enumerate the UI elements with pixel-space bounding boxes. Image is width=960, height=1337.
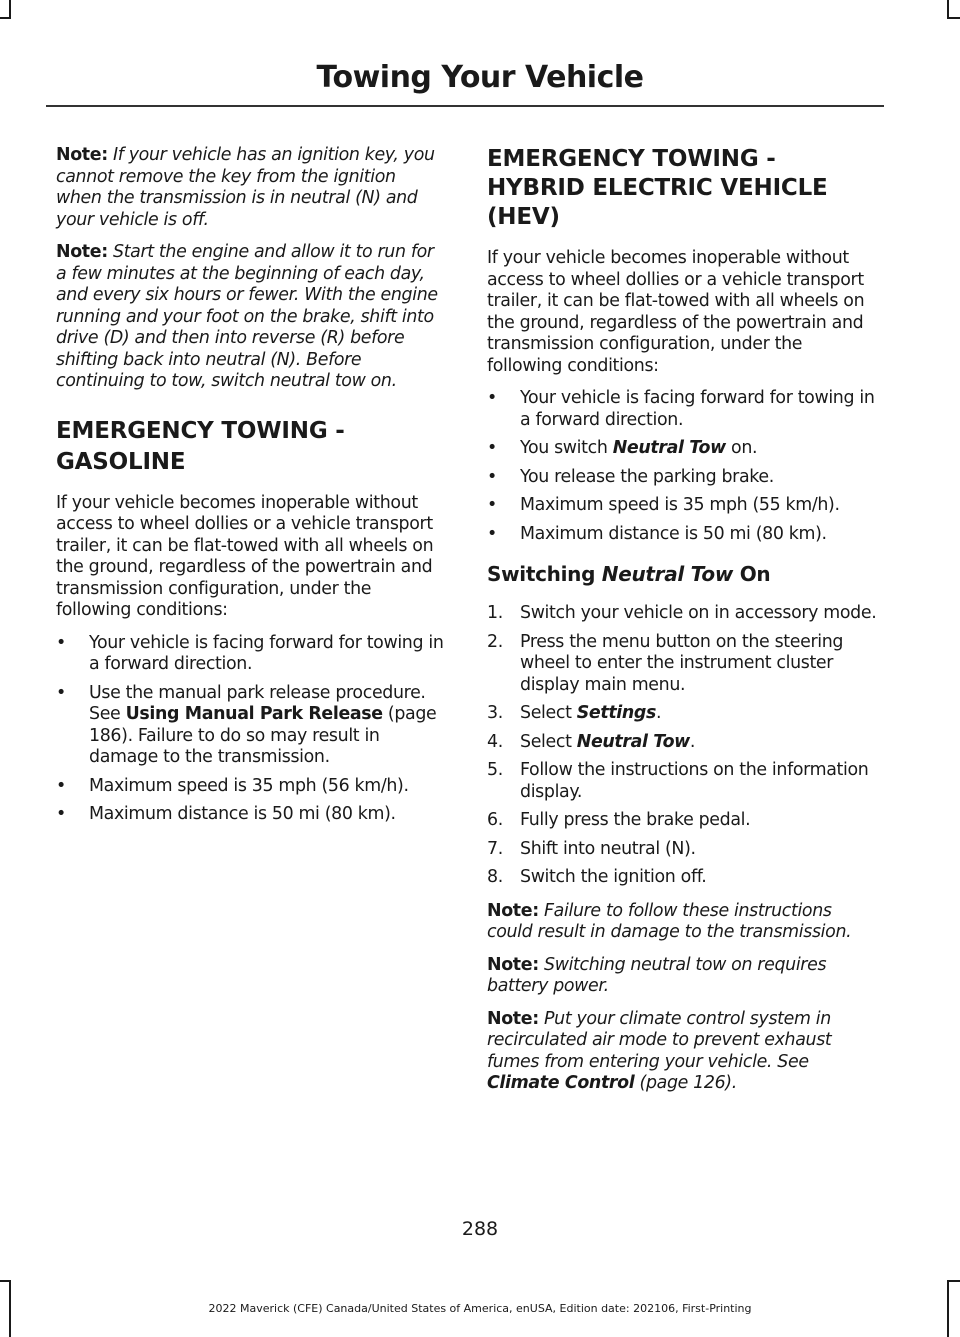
bullet: • [487,523,497,544]
bullet: • [487,466,497,487]
subsection-heading [487,561,880,587]
list-item [487,732,880,754]
note-text: Switching neutral tow on requires battery power. [487,954,827,996]
list-item [487,495,880,517]
list-item [56,804,446,826]
list-item [487,524,880,546]
numbered-list [487,603,880,889]
item-text: . [689,731,696,752]
step-number: 4. [487,731,503,752]
note-label: Note: [487,1008,539,1029]
bullet: • [487,495,497,515]
list-item [56,776,446,798]
note-label: Note: [487,900,539,921]
item-text: Fully press the brake pedal. [520,810,751,830]
heading-text: On [733,562,771,586]
crop-mark [9,0,11,18]
note [56,145,446,231]
page-title: Towing Your Vehicle [316,60,644,95]
list-item [487,388,880,431]
list-item [487,839,880,861]
bullet: • [487,438,497,458]
note-text: Start the engine and allow it to run for a few minutes at the beginning of each day, and every six hours or fewer. With the engine running and your foot on the brake, shift into drive (D) and then into reverse (R) before shifting back into neutral (N). Before continuing to tow, switch neutral tow on. [56,242,438,391]
section-heading [56,417,446,477]
note-label: Note: [487,954,539,975]
note-text: (page 126). [634,1073,737,1093]
emphasis: Neutral Tow [576,731,690,752]
item-text: You switch [520,438,613,458]
paragraph: If your vehicle becomes inoperable without access to wheel dollies or a vehicle transport trailer, it can be flat-towed with all wheels on the ground, regardless of the powertrain and transmission configuration, under the following conditions: [487,248,865,376]
note-label: Note: [56,145,108,165]
heading-line: EMERGENCY TOWING - [487,146,776,172]
footer-text: 2022 Maverick (CFE) Canada/United States of America, enUSA, Edition date: 202106, First-Printing [208,1302,752,1315]
bullet: • [487,388,497,408]
list-item [487,603,880,625]
list-item [487,810,880,832]
step-number: 8. [487,867,503,887]
step-number: 5. [487,760,503,780]
heading-text: Switching [487,562,602,586]
bullet: • [56,632,66,653]
cross-reference-link[interactable]: Climate Control [487,1073,635,1093]
list-item [487,467,880,489]
item-text: Switch your vehicle on in accessory mode. [520,603,877,623]
crop-mark [947,0,949,18]
step-number: 6. [487,810,503,830]
item-text: Use the manual park release procedure. See [89,682,426,724]
item-text: Follow the instructions on the information display. [520,760,869,802]
bullet: • [56,682,66,703]
step-number: 7. [487,838,503,859]
bullet: • [56,804,66,824]
bullet-list [56,633,446,826]
heading-line: EMERGENCY TOWING - [56,417,345,444]
item-text: Maximum distance is 50 mi (80 km). [89,804,396,824]
heading-line: (HEV) [487,204,560,230]
item-text: Your vehicle is facing forward for towing in a forward direction. [520,388,875,430]
note-text: Failure to follow these instructions could result in damage to the transmission. [487,900,852,942]
note-text: If your vehicle has an ignition key, you cannot remove the key from the ignition when the transmission is in neutral (N) and your vehicle is off. [56,145,435,230]
step-number: 3. [487,703,503,723]
heading-emphasis: Neutral Tow [601,562,734,586]
item-text: Your vehicle is facing forward for towing in a forward direction. [89,632,444,674]
note-text: Put your climate control system in recirculated air mode to prevent exhaust fumes from entering your vehicle. See [487,1008,832,1072]
item-text: Press the menu button on the steering wheel to enter the instrument cluster display main menu. [520,631,844,695]
cross-reference-link[interactable]: Using Manual Park Release [125,704,383,724]
list-item [487,867,880,889]
list-item [487,438,880,460]
step-number: 2. [487,631,503,652]
bullet: • [56,775,66,796]
paragraph: If your vehicle becomes inoperable without access to wheel dollies or a vehicle transport trailer, it can be flat-towed with all wheels on the ground, regardless of the powertrain and transmission configuration, under the following conditions: [56,492,434,620]
page-number: 288 [461,1218,499,1240]
bullet-list [487,388,880,545]
list-item [487,703,880,725]
note-label: Note: [56,242,108,262]
note [56,242,446,393]
section-heading [487,145,880,232]
step-number: 1. [487,603,503,623]
list-item [487,760,880,803]
list-item [56,683,446,769]
list-item [56,633,446,676]
item-text: Shift into neutral (N). [520,838,696,859]
right-column [487,145,880,1106]
crop-mark [947,1280,960,1282]
item-text: Maximum distance is 50 mi (80 km). [520,523,827,544]
emphasis: Neutral Tow [612,438,726,458]
crop-mark [0,17,11,19]
list-item [487,632,880,697]
emphasis: Settings [576,703,657,723]
item-text: Select [520,703,577,723]
heading-line: GASOLINE [56,448,186,475]
heading-line: HYBRID ELECTRIC VEHICLE [487,175,828,201]
crop-mark [0,1280,11,1282]
item-text: Select [520,731,577,752]
note [487,1009,880,1095]
item-text: Maximum speed is 35 mph (55 km/h). [520,495,840,515]
item-text: . [656,703,662,723]
note [487,955,880,998]
crop-mark [947,17,960,19]
header-rule [46,105,884,107]
item-text: You release the parking brake. [520,466,774,487]
left-column [56,145,446,838]
item-text: Switch the ignition off. [520,867,707,887]
item-text: on. [725,438,758,458]
note [487,901,880,944]
item-text: Maximum speed is 35 mph (56 km/h). [89,775,409,796]
item-text: (page 186). Failure to do so may result in damage to the transmission. [89,704,437,767]
